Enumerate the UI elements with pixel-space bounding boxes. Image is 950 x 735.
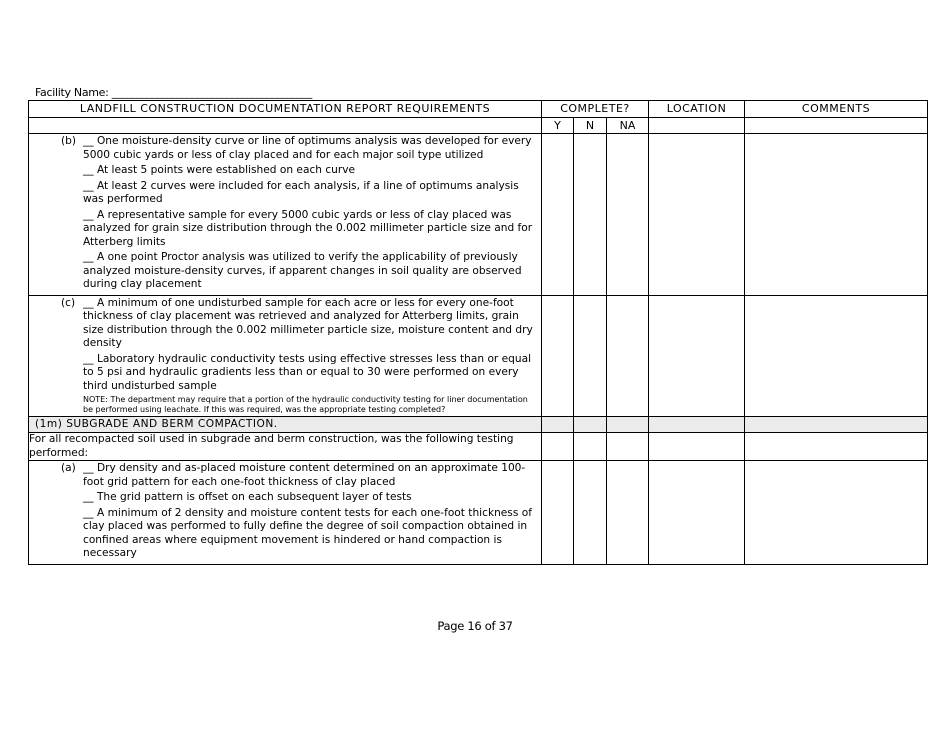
subheader-row <box>29 118 928 134</box>
location-cell[interactable] <box>649 461 745 565</box>
header-requirements: LANDFILL CONSTRUCTION DOCUMENTATION REPORT REQUIREMENTS <box>29 101 542 118</box>
requirement-note: NOTE: The department may require that a portion of the hydraulic conductivity testing for liner documentation be performed using leachate. If this was required, was the appropriate testing completed? <box>83 395 528 414</box>
requirement-cell-b <box>29 134 542 296</box>
comments-cell[interactable] <box>745 461 928 565</box>
subheader-na: NA <box>607 118 649 134</box>
complete-y-cell[interactable] <box>542 295 574 417</box>
table-row-a <box>29 461 928 565</box>
subheader-n: N <box>574 118 607 134</box>
requirement-item: __ A one point Proctor analysis was utilized to verify the applicability of previously analyzed moisture-density curves, if apparent changes in soil quality are observed during clay placement <box>83 251 522 290</box>
requirement-item: __ The grid pattern is offset on each subsequent layer of tests <box>83 491 412 503</box>
facility-name-field <box>35 86 312 99</box>
requirement-item: __ A representative sample for every 5000 cubic yards or less of clay placed was analyzed for grain size distribution through the 0.002 millimeter particle size and for Atterberg limits <box>83 208 533 248</box>
subheader-location-blank <box>649 118 745 134</box>
complete-na-cell[interactable] <box>607 433 649 461</box>
section-title: (1m) SUBGRADE AND BERM COMPACTION. <box>29 417 542 433</box>
requirement-item: (b) __ One moisture-density curve or line of optimums analysis was developed for every 5000 cubic yards or less of clay placed and for each major soil type utilized <box>61 135 532 161</box>
requirements-table <box>28 100 928 565</box>
comments-cell[interactable] <box>745 433 928 461</box>
table-row-c <box>29 295 928 417</box>
header-location: LOCATION <box>649 101 745 118</box>
header-complete: COMPLETE? <box>542 101 649 118</box>
comments-cell[interactable] <box>745 134 928 296</box>
item-tag: (b) <box>61 135 76 147</box>
complete-na-cell[interactable] <box>607 134 649 296</box>
complete-na-cell[interactable] <box>607 295 649 417</box>
complete-y-cell[interactable] <box>542 461 574 565</box>
facility-name-label: Facility Name: <box>35 86 109 99</box>
table-row-b <box>29 134 928 296</box>
requirement-item: (a) __ Dry density and as-placed moisture content determined on an approximate 100-foot grid pattern for each one-foot thickness of clay placed <box>61 462 526 488</box>
complete-na-cell[interactable] <box>607 461 649 565</box>
subheader-comments-blank <box>745 118 928 134</box>
intro-text: For all recompacted soil used in subgrade and berm construction, was the following testing performed: <box>29 433 542 461</box>
location-cell[interactable] <box>649 134 745 296</box>
complete-n-cell[interactable] <box>574 433 607 461</box>
item-tag: (c) <box>61 296 76 309</box>
requirement-cell-a <box>29 461 542 565</box>
requirement-cell-c <box>29 295 542 417</box>
location-cell[interactable] <box>649 295 745 417</box>
header-comments: COMMENTS <box>745 101 928 118</box>
complete-n-cell[interactable] <box>574 295 607 417</box>
subheader-blank <box>29 118 542 134</box>
facility-name-blank: ________________________________________ <box>111 86 312 99</box>
complete-n-cell[interactable] <box>574 461 607 565</box>
complete-n-cell[interactable] <box>574 134 607 296</box>
page-number: Page 16 of 37 <box>437 619 513 633</box>
header-row <box>29 101 928 118</box>
requirement-item: __ A minimum of 2 density and moisture content tests for each one-foot thickness of clay placed was performed to fully define the degree of soil compaction obtained in confined areas where equipment movement is hindered or hand compaction is necessary <box>83 506 532 559</box>
requirement-item: __ Laboratory hydraulic conductivity tests using effective stresses less than or equal to 5 psi and hydraulic gradients less than or equal to 30 were performed on every third undisturbed sample <box>83 352 532 392</box>
item-tag: (a) <box>61 462 76 474</box>
requirement-item: (c) __ A minimum of one undisturbed sample for each acre or less for every one-foot thickness of clay placement was retrieved and analyzed for Atterberg limits, grain size distribution through the 0.002 millimeter particle size, moisture content and dry density <box>61 296 533 349</box>
requirement-item: __ At least 2 curves were included for each analysis, if a line of optimums analysis was performed <box>83 179 519 205</box>
location-cell[interactable] <box>649 433 745 461</box>
complete-y-cell[interactable] <box>542 433 574 461</box>
section-row-1m <box>29 417 928 433</box>
requirement-item: __ At least 5 points were established on each curve <box>83 164 356 176</box>
comments-cell[interactable] <box>745 295 928 417</box>
subheader-y: Y <box>542 118 574 134</box>
table-row-intro <box>29 433 928 461</box>
complete-y-cell[interactable] <box>542 134 574 296</box>
